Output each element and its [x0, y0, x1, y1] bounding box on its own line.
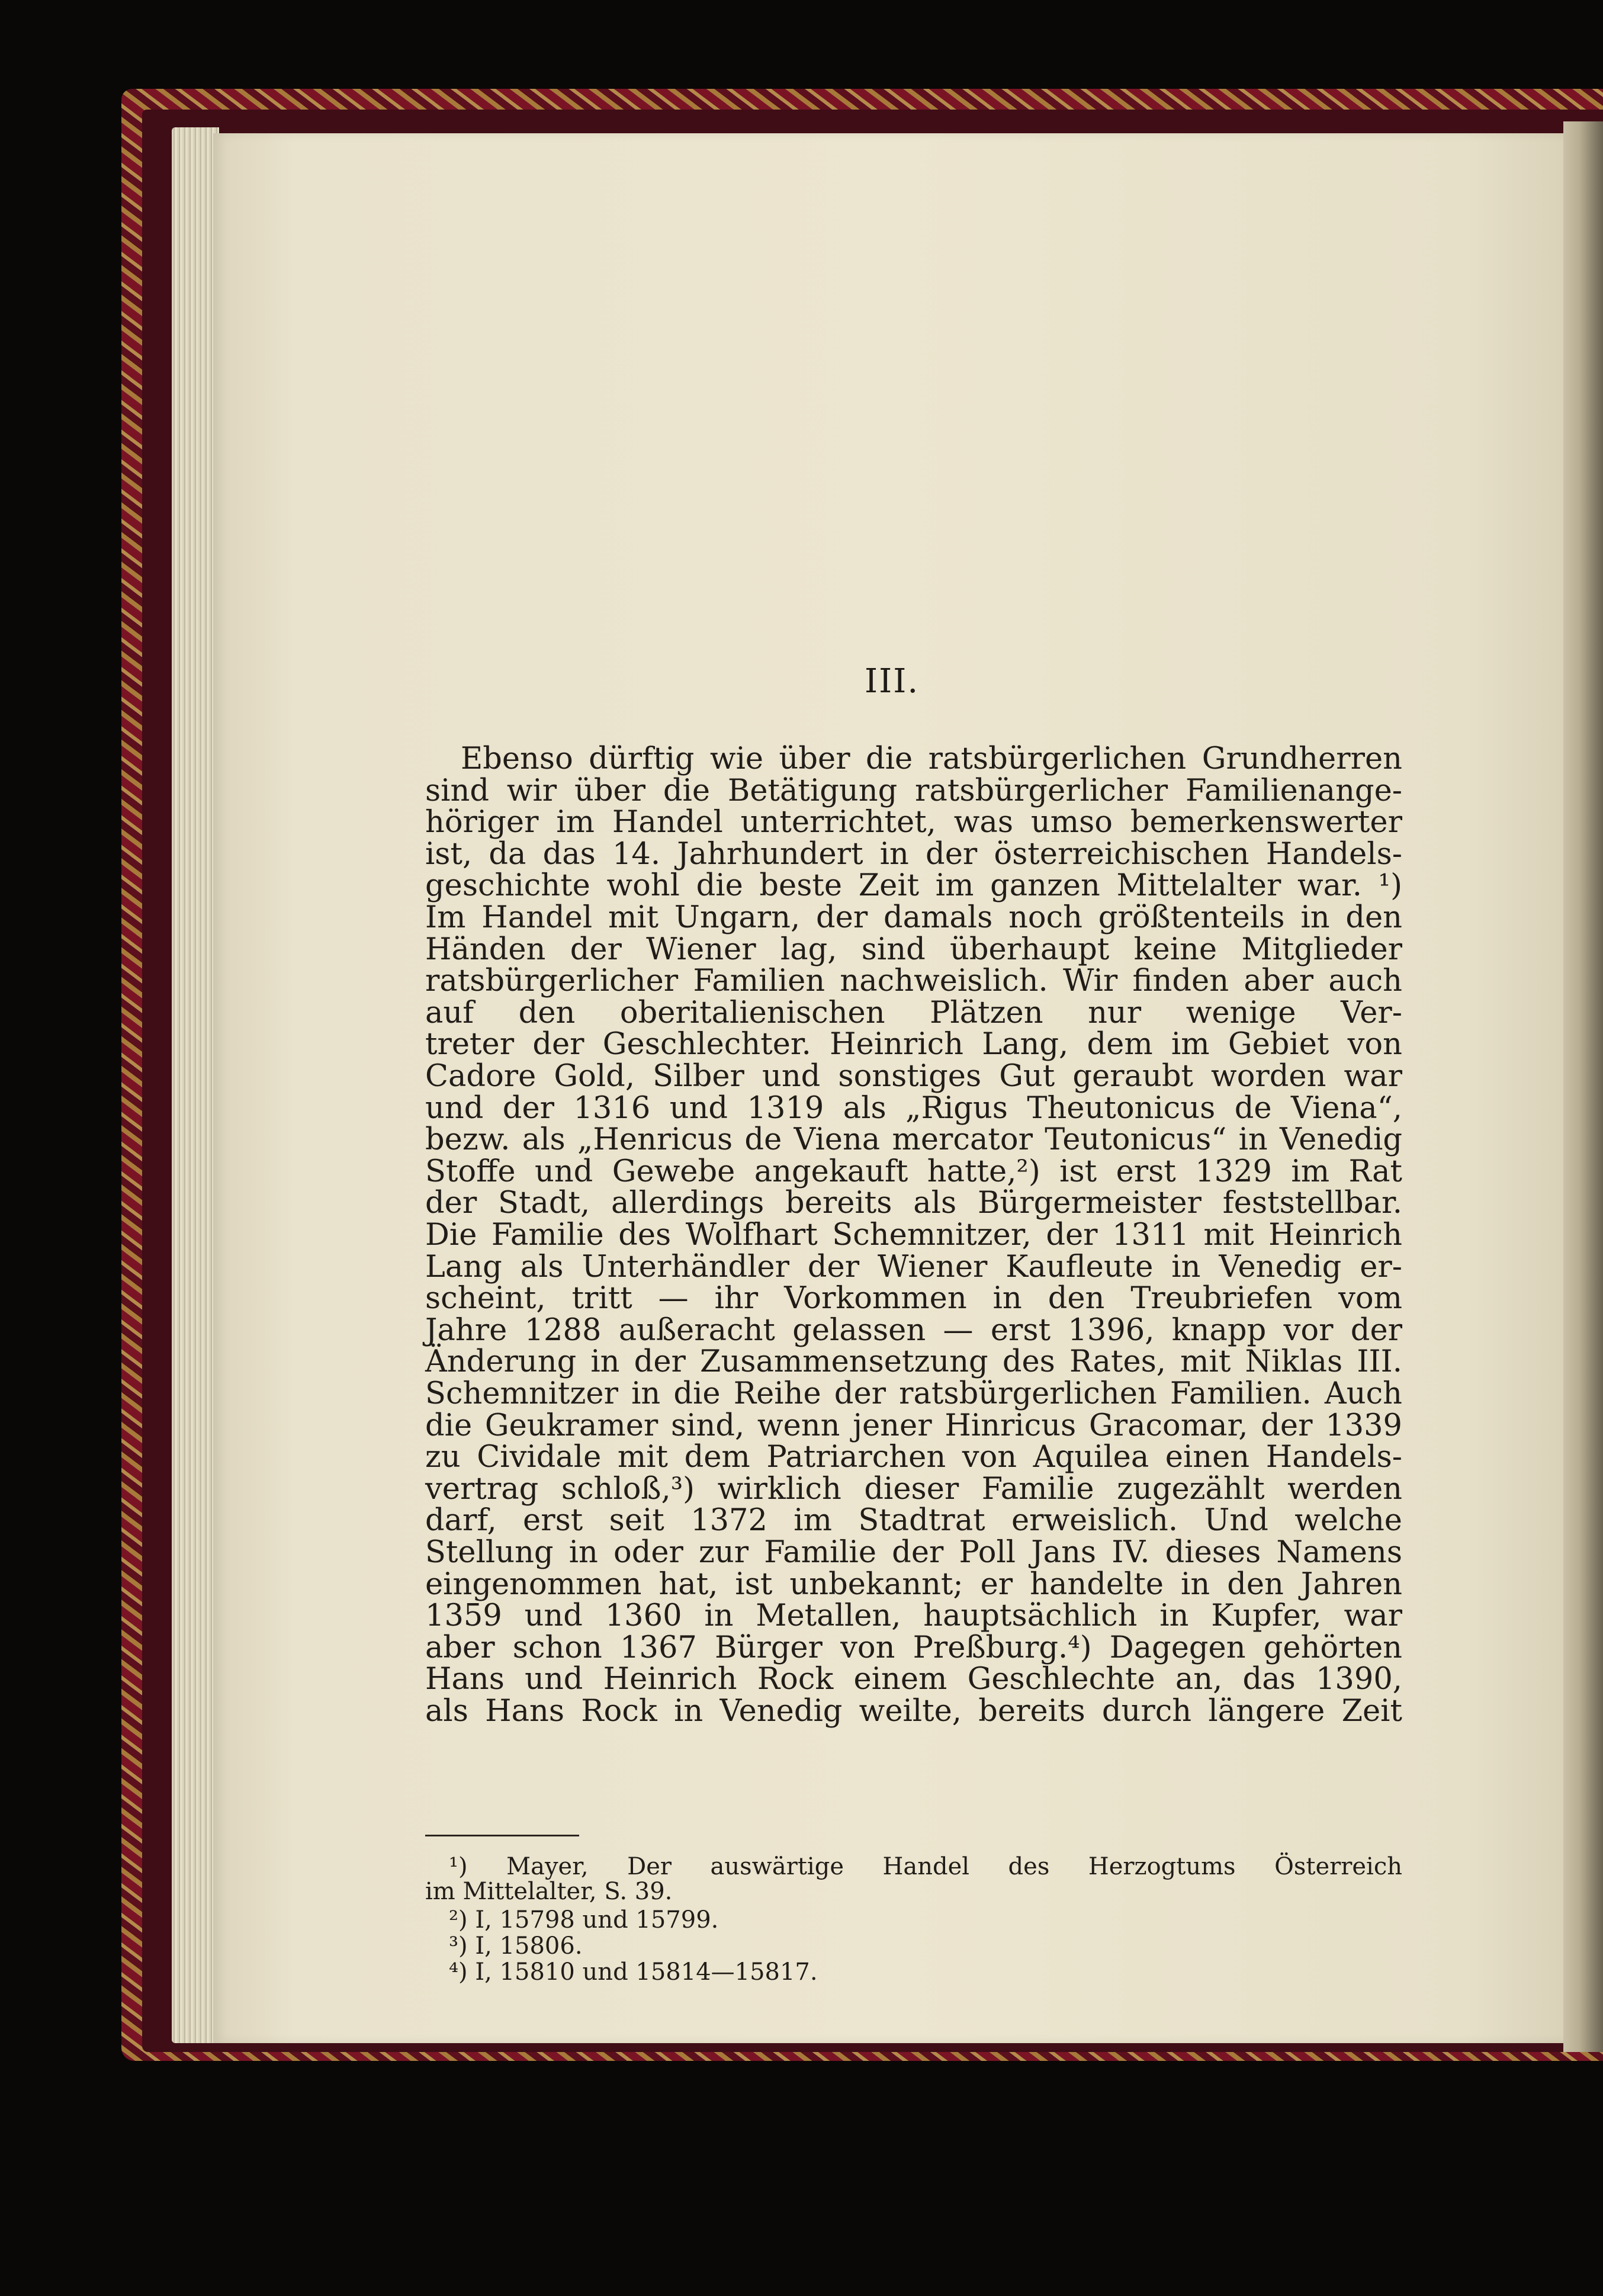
body-line: Schemnitzer in die Reihe der ratsbürgerlichen Familien. Auch	[425, 1376, 1402, 1411]
footnote-line: im Mittelalter, S. 39.	[425, 1878, 673, 1905]
body-line: Die Familie des Wolfhart Schemnitzer, der 1311 mit Heinrich	[425, 1218, 1402, 1253]
body-line: auf den oberitalienischen Plätzen nur wenige Ver-	[425, 995, 1402, 1030]
body-line: aber schon 1367 Bürger von Preßburg.⁴) Dagegen gehörten	[425, 1630, 1402, 1665]
body-line: Änderung in der Zusammensetzung des Rates, mit Niklas III.	[425, 1344, 1402, 1380]
body-line: Jahre 1288 außeracht gelassen — erst 1396, knapp vor der	[425, 1312, 1402, 1348]
body-line: Cadore Gold, Silber und sonstiges Gut geraubt worden war	[425, 1059, 1402, 1094]
body-line: als Hans Rock in Venedig weilte, bereits durch längere Zeit	[425, 1694, 1402, 1729]
footnote-rule	[425, 1835, 579, 1836]
body-line: darf, erst seit 1372 im Stadtrat erweislich. Und welche	[425, 1503, 1402, 1539]
page-stack-edge	[172, 127, 219, 2043]
body-line: und der 1316 und 1319 als „Rigus Theutonicus de Viena“,	[425, 1090, 1402, 1126]
footnote-line: ³) I, 15806.	[449, 1932, 583, 1960]
body-line: Stoffe und Gewebe angekauft hatte,²) ist erst 1329 im Rat	[425, 1154, 1402, 1189]
chapter-heading: III.	[865, 662, 920, 701]
body-line: geschichte wohl die beste Zeit im ganzen Mittelalter war. ¹)	[425, 868, 1402, 904]
body-line: sind wir über die Betätigung ratsbürgerlicher Familienange-	[425, 773, 1402, 808]
body-line: die Geukramer sind, wenn jener Hinricus Gracomar, der 1339	[425, 1408, 1402, 1443]
body-line: zu Cividale mit dem Patriarchen von Aquilea einen Handels-	[425, 1440, 1402, 1475]
body-line: eingenommen hat, ist unbekannt; er handelte in den Jahren	[425, 1566, 1402, 1602]
body-line: vertrag schloß,³) wirklich dieser Familie zugezählt werden	[425, 1471, 1402, 1507]
body-line: ist, da das 14. Jahrhundert in der österreichischen Handels-	[425, 836, 1402, 872]
body-line: Hans und Heinrich Rock einem Geschlechte an, das 1390,	[425, 1662, 1402, 1697]
body-line: Im Handel mit Ungarn, der damals noch größtenteils in den	[425, 900, 1402, 935]
body-line: 1359 und 1360 in Metallen, hauptsächlich in Kupfer, war	[425, 1598, 1402, 1634]
body-line: ratsbürgerlicher Familien nachweislich. Wir finden aber auch	[425, 964, 1402, 999]
footnote-line: ¹) Mayer, Der auswärtige Handel des Herzogtums Österreich	[449, 1853, 1402, 1880]
facing-page-edge	[1563, 121, 1603, 2052]
footnote-line: ²) I, 15798 und 15799.	[449, 1906, 719, 1934]
body-line: bezw. als „Henricus de Viena mercator Teutonicus“ in Venedig	[425, 1122, 1402, 1158]
body-line: höriger im Handel unterrichtet, was umso bemerkenswerter	[425, 805, 1402, 840]
body-line: Ebenso dürftig wie über die ratsbürgerlichen Grundherren	[461, 741, 1402, 776]
body-line: treter der Geschlechter. Heinrich Lang, dem im Gebiet von	[425, 1027, 1402, 1062]
body-line: der Stadt, allerdings bereits als Bürgermeister feststellbar.	[425, 1186, 1402, 1221]
footnote-line: ⁴) I, 15810 und 15814—15817.	[449, 1958, 818, 1986]
body-line: Stellung in oder zur Familie der Poll Jans IV. dieses Namens	[425, 1535, 1402, 1570]
body-line: Lang als Unterhändler der Wiener Kaufleute in Venedig er-	[425, 1249, 1402, 1285]
body-line: Händen der Wiener lag, sind überhaupt keine Mitglieder	[425, 932, 1402, 967]
body-line: scheint, tritt — ihr Vorkommen in den Treubriefen vom	[425, 1281, 1402, 1316]
